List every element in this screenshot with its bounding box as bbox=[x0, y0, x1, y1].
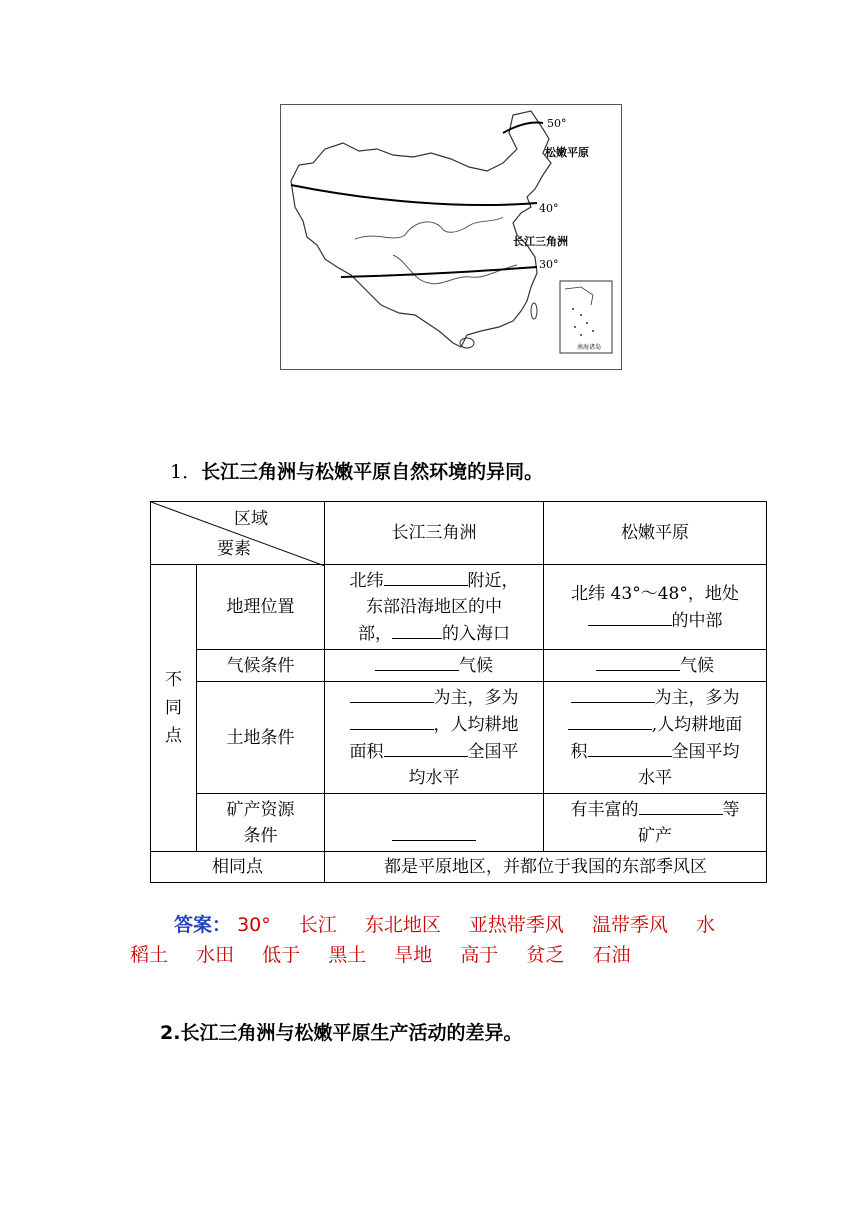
answer-item: 30° bbox=[237, 914, 271, 936]
answer-blank[interactable] bbox=[588, 738, 672, 757]
row-land bbox=[151, 682, 767, 794]
answer-item: 东北地区 bbox=[364, 914, 441, 936]
answer-blank[interactable] bbox=[392, 620, 442, 639]
table-header-row bbox=[151, 502, 767, 565]
china-border bbox=[291, 111, 551, 347]
answer-item: 水 bbox=[696, 914, 716, 936]
answer-blank[interactable] bbox=[384, 567, 468, 586]
question-1-text: 长江三角洲与松嫩平原自然环境的异同。 bbox=[201, 461, 544, 483]
row-same bbox=[151, 852, 767, 883]
answer-item: 黑土 bbox=[328, 944, 367, 966]
mineral-yangtze bbox=[325, 794, 544, 852]
question-1 bbox=[170, 457, 543, 484]
answer-blank[interactable] bbox=[596, 652, 680, 671]
hainan-island bbox=[460, 338, 474, 348]
group-diff bbox=[151, 565, 197, 852]
row-location bbox=[151, 565, 767, 650]
location-yangtze: 北纬 附近， 东部沿海地区的中 部， 的入海口 bbox=[325, 565, 544, 650]
climate-label: 气候条件 bbox=[197, 650, 325, 682]
answer-item: 稻土 bbox=[130, 944, 169, 966]
answer-item: 亚热带季风 bbox=[468, 914, 564, 936]
answer-blank[interactable] bbox=[384, 738, 468, 757]
climate-songnen: 气候 bbox=[544, 650, 767, 682]
climate-yangtze: 气候 bbox=[325, 650, 544, 682]
land-songnen: 为主，多为 ,人均耕地面 积 全国平均 水平 bbox=[544, 682, 767, 794]
answer-item: 水田 bbox=[196, 944, 235, 966]
header-songnen: 松嫩平原 bbox=[544, 502, 767, 565]
china-outline-map bbox=[281, 105, 623, 371]
header-region: 区域 bbox=[234, 509, 268, 529]
land-label: 土地条件 bbox=[197, 682, 325, 794]
yellow-river bbox=[355, 217, 503, 239]
answer-item: 长江 bbox=[298, 914, 337, 936]
answer-item: 低于 bbox=[262, 944, 301, 966]
south-china-sea-inset bbox=[560, 281, 612, 353]
answer-blank[interactable] bbox=[350, 711, 434, 730]
label-30: 30° bbox=[539, 258, 559, 271]
label-40: 40° bbox=[539, 202, 559, 215]
answer-item: 温带季风 bbox=[591, 914, 668, 936]
china-map-figure bbox=[280, 104, 622, 370]
latitude-40-line bbox=[291, 185, 537, 205]
question-2: 2.长江三角洲与松嫩平原生产活动的差异。 bbox=[160, 1022, 523, 1044]
answer-item: 石油 bbox=[592, 944, 631, 966]
answer-blank[interactable] bbox=[392, 822, 476, 841]
header-yangtze: 长江三角洲 bbox=[325, 502, 544, 565]
label-yangtze: 长江三角洲 bbox=[513, 235, 568, 248]
comparison-table bbox=[150, 501, 767, 883]
answer-blank[interactable] bbox=[639, 796, 723, 815]
taiwan-island bbox=[531, 303, 537, 319]
answer-item: 高于 bbox=[460, 944, 499, 966]
group-diff-label: 不同点 bbox=[165, 670, 182, 746]
question-1-number: 1． bbox=[170, 461, 202, 483]
mineral-label: 矿产资源 条件 bbox=[197, 794, 325, 852]
mineral-songnen: 有丰富的 等 矿产 bbox=[544, 794, 767, 852]
header-factor: 要素 bbox=[217, 539, 251, 559]
answer-label: 答案： bbox=[174, 914, 232, 936]
answer-blank[interactable] bbox=[375, 652, 459, 671]
answer-block bbox=[130, 910, 750, 970]
latitude-30-line bbox=[341, 267, 537, 277]
same-text: 都是平原地区，并都位于我国的东部季风区 bbox=[325, 852, 767, 883]
answer-blank[interactable] bbox=[588, 607, 672, 626]
same-label: 相同点 bbox=[151, 852, 325, 883]
land-yangtze: 为主，多为 ，人均耕地 面积 全国平 均水平 bbox=[325, 682, 544, 794]
answer-blank[interactable] bbox=[350, 684, 434, 703]
location-songnen: 北纬 43°～48°，地处 的中部 bbox=[544, 565, 767, 650]
label-50: 50° bbox=[547, 117, 567, 130]
answer-item: 旱地 bbox=[394, 944, 433, 966]
location-label: 地理位置 bbox=[197, 565, 325, 650]
answer-blank[interactable] bbox=[568, 711, 652, 730]
label-songnen: 松嫩平原 bbox=[545, 146, 589, 159]
row-mineral bbox=[151, 794, 767, 852]
answer-item: 贫乏 bbox=[526, 944, 565, 966]
inset-label: 南海诸岛 bbox=[577, 344, 602, 351]
header-diagonal-cell bbox=[151, 502, 325, 565]
row-climate bbox=[151, 650, 767, 682]
answer-blank[interactable] bbox=[571, 684, 655, 703]
